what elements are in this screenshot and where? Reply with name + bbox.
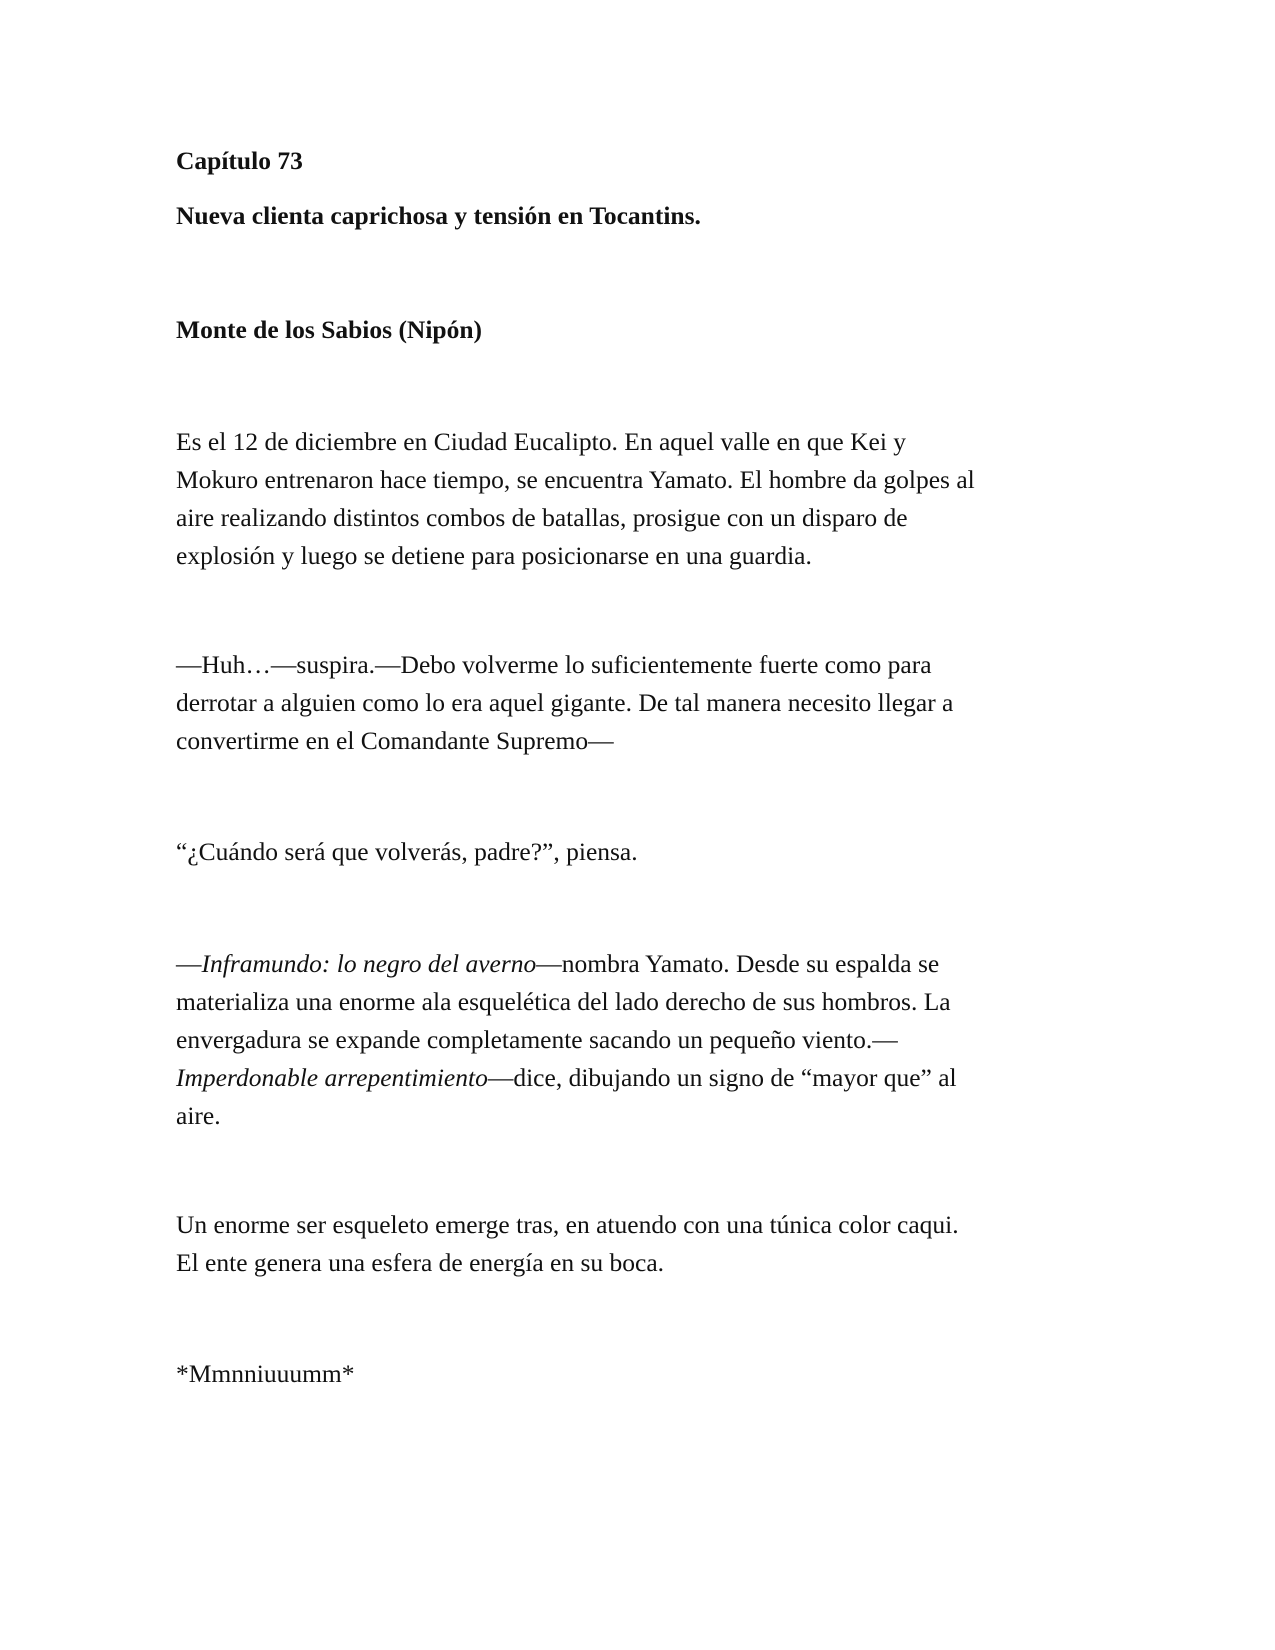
paragraph-line: materializa una enorme ala esquelética del lado derecho de sus hombros. La xyxy=(176,987,951,1016)
paragraph-line: Mokuro entrenaron hace tiempo, se encuentra Yamato. El hombre da golpes al xyxy=(176,465,975,494)
paragraph-line: envergadura se expande completamente sacando un pequeño viento.— xyxy=(176,1025,898,1054)
paragraph-line: Es el 12 de diciembre en Ciudad Eucalipto. En aquel valle en que Kei y xyxy=(176,427,907,456)
paragraph-line: aire realizando distintos combos de batallas, prosigue con un disparo de xyxy=(176,503,908,532)
chapter-title: Nueva clienta caprichosa y tensión en Tocantins. xyxy=(176,201,701,230)
paragraph-2 xyxy=(176,646,1116,760)
italic-phrase: Inframundo: lo negro del averno xyxy=(201,949,537,978)
paragraph-6: *Mmnniuuumm* xyxy=(176,1359,355,1388)
paragraph-5 xyxy=(176,1206,1116,1282)
paragraph-line: El ente genera una esfera de energía en su boca. xyxy=(176,1248,665,1277)
paragraph-3: “¿Cuándo será que volverás, padre?”, piensa. xyxy=(176,837,638,866)
paragraph-line xyxy=(176,945,1116,983)
paragraph-line: Un enorme ser esqueleto emerge tras, en atuendo con una túnica color caqui. xyxy=(176,1210,959,1239)
dash: — xyxy=(176,949,202,978)
paragraph-1 xyxy=(176,423,1116,575)
paragraph-text: —dice, dibujando un signo de “mayor que” al xyxy=(487,1063,957,1092)
paragraph-text: —nombra Yamato. Desde su espalda se xyxy=(536,949,940,978)
paragraph-line: derrotar a alguien como lo era aquel gigante. De tal manera necesito llegar a xyxy=(176,688,954,717)
paragraph-4 xyxy=(176,945,1116,1135)
paragraph-line xyxy=(176,1059,1116,1097)
location-heading: Monte de los Sabios (Nipón) xyxy=(176,315,483,344)
italic-phrase: Imperdonable arrepentimiento xyxy=(176,1063,488,1092)
paragraph-line: aire. xyxy=(176,1101,221,1130)
chapter-number: Capítulo 73 xyxy=(176,146,303,175)
paragraph-line: explosión y luego se detiene para posicionarse en una guardia. xyxy=(176,541,812,570)
paragraph-line: convertirme en el Comandante Supremo— xyxy=(176,726,614,755)
paragraph-line: —Huh…—suspira.—Debo volverme lo suficientemente fuerte como para xyxy=(176,650,932,679)
